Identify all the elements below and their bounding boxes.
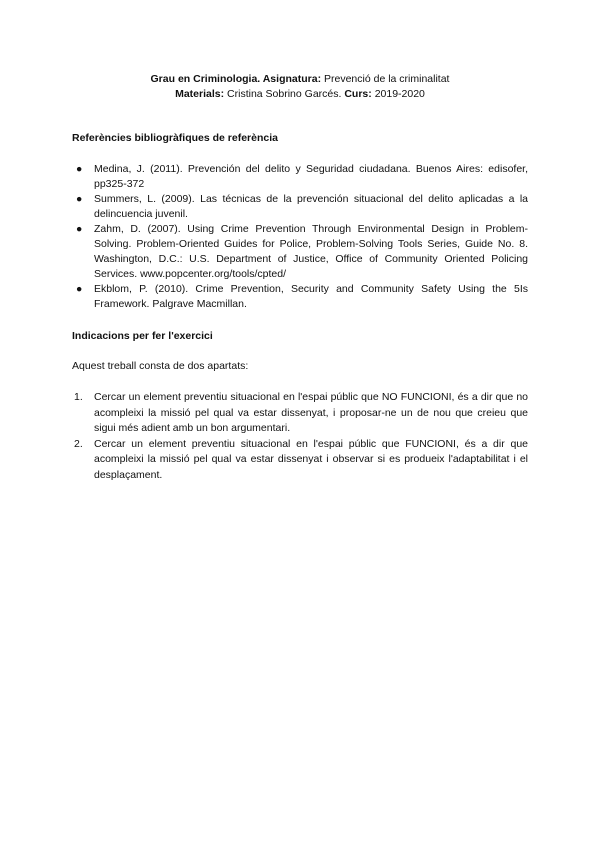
list-item	[72, 282, 528, 312]
tasks-list	[72, 390, 528, 483]
document-header	[0, 72, 600, 102]
instructions-title: Indicacions per fer l'exercici	[72, 330, 213, 342]
header-year: 2019-2020	[374, 88, 425, 100]
list-item	[72, 437, 528, 484]
header-subject: Prevenció de la criminalitat	[324, 73, 450, 85]
list-item	[72, 222, 528, 282]
list-item	[72, 390, 528, 437]
header-course-label: Grau en Criminologia. Asignatura:	[150, 73, 322, 85]
header-line-2	[0, 87, 600, 102]
references-title: Referències bibliogràfiques de referència	[72, 132, 278, 144]
header-author: Cristina Sobrino Garcés.	[227, 88, 342, 100]
header-materials-label: Materials:	[175, 88, 225, 100]
list-item	[72, 192, 528, 222]
reference-text: Medina, J. (2011). Prevención del delito y Seguridad ciudadana. Buenos Aires: edisofer, pp325-372	[94, 163, 528, 190]
header-year-label: Curs:	[344, 88, 372, 100]
task-text: Cercar un element preventiu situacional en l'espai públic que NO FUNCIONI, és a dir que no acompleixi la missió pel qual va estar dissenyat, i proposar-ne un de nou que creieu que sigui més adient amb un bon argumentari.	[94, 391, 528, 434]
bullet-icon: ●	[76, 283, 83, 295]
bullet-icon: ●	[76, 223, 83, 235]
reference-text: Zahm, D. (2007). Using Crime Prevention Through Environmental Design in Problem- Solving. Problem-Oriented Guides for Police, Problem-Solving Tools Series, Guide No. 8. Washington, D.C.: U.S. Department of Justice, Office of Community Oriented Policing Services. www.popcenter.org/tools/cpted/	[94, 223, 528, 280]
references-list	[72, 162, 528, 312]
instructions-intro: Aquest treball consta de dos apartats:	[72, 360, 249, 372]
task-number: 1.	[74, 391, 83, 403]
bullet-icon: ●	[76, 163, 83, 175]
task-number: 2.	[74, 437, 83, 450]
list-item	[72, 162, 528, 192]
task-text: Cercar un element preventiu situacional en l'espai públic que FUNCIONI, és a dir que acompleixi la missió pel qual va estar dissenyat i observar si es produeix l'adaptabilitat i el desplaçament.	[94, 437, 528, 481]
reference-text: Summers, L. (2009). Las técnicas de la prevención situacional del delito aplicadas a la delincuencia juvenil.	[94, 193, 528, 220]
reference-text: Ekblom, P. (2010). Crime Prevention, Security and Community Safety Using the 5Is Framework. Palgrave Macmillan.	[94, 283, 528, 310]
header-line-1	[0, 72, 600, 87]
bullet-icon: ●	[76, 193, 83, 205]
